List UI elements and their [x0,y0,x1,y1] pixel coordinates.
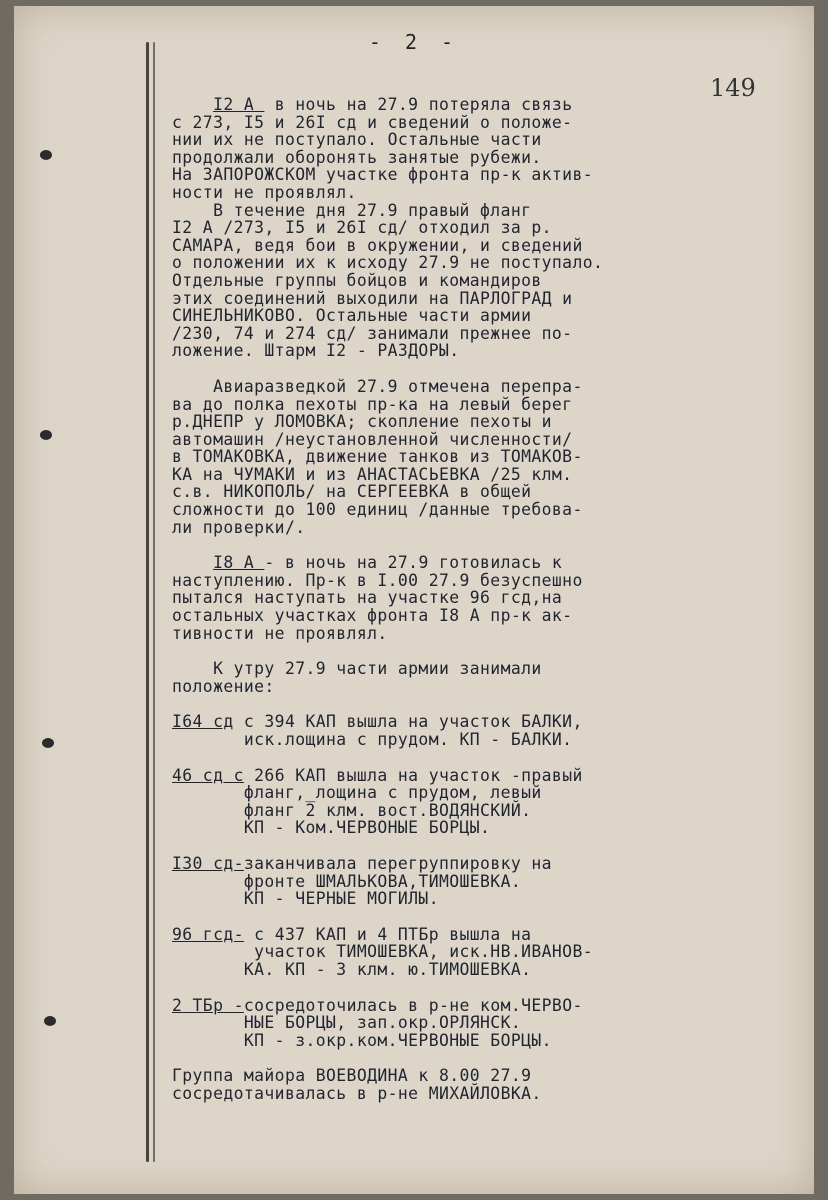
text-line: продолжали оборонять занятые рубежи. [172,147,542,167]
text-line: автомашин /неустановленной численности/ [172,429,573,449]
line-text: 266 КАП вышла на участок -правый [243,765,583,785]
line-text: с 394 КАП вышла на участок БАЛКИ, [233,712,583,732]
text-line [172,96,692,114]
paragraph-gap [172,979,692,997]
text-line: КА на ЧУМАКИ и из АНАСТАСЬЕВКА /25 клм. [172,464,573,484]
text-line [172,997,692,1015]
binding-hole [42,738,54,748]
unit-label: 96 гсд- [172,924,244,944]
text-line: В течение дня 27.9 правый фланг [172,200,532,220]
paragraph-pvoev [172,1067,692,1102]
paragraph-pavia [172,378,692,536]
margin-line [153,42,155,1162]
text-line: КП - з.окр.ком.ЧЕРВОНЫЕ БОРЦЫ. [172,1030,552,1050]
paragraph-gap [172,536,692,554]
text-line: сложности до 100 единиц /данные требова- [172,500,583,520]
paragraph-putru [172,660,692,695]
text-line: Группа майора ВОЕВОДИНА к 8.00 27.9 [172,1066,532,1086]
text-line: фронте ШМАЛЬКОВА,ТИМОШЕВКА. [172,871,522,891]
line-text: в ночь на 27.9 потеряла связь [264,95,573,114]
paragraph-gap [172,837,692,855]
text-line [172,855,692,873]
paragraph-p46 [172,767,692,837]
text-line: в ТОМАКОВКА, движение танков из ТОМАКОВ- [172,447,583,467]
paragraph-gap [172,908,692,926]
paragraph-p18a [172,554,692,642]
line-text: сосредоточилась в р-не ком.ЧЕРВО- [243,995,583,1015]
paragraph-gap [172,360,692,378]
unit-label: I30 сд- [172,853,244,873]
text-line: сосредотачивалась в р-не МИХАЙЛОВКА. [172,1083,542,1103]
text-line: иск.лощина с прудом. КП - БАЛКИ. [172,730,573,749]
line-text: - в ночь на 27.9 готовилась к [264,553,563,573]
text-line: /230, 74 и 274 сд/ занимали прежнее по- [172,323,573,343]
text-line: К утру 27.9 части армии занимали [172,659,542,679]
text-line: КП - Ком.ЧЕРВОНЫЕ БОРЦЫ. [172,818,491,838]
text-line: КП - ЧЕРНЫЕ МОГИЛЫ. [172,889,439,909]
paragraph-p2tbr [172,997,692,1050]
text-line: Отдельные группы бойцов и командиров [172,270,542,290]
text-line: ложение. Штарм I2 - РАЗДОРЫ. [172,341,460,361]
text-line: КА. КП - 3 клм. ю.ТИМОШЕВКА. [172,959,532,979]
text-line: ности не проявлял. [172,182,357,202]
text-line: с 273, I5 и 26I сд и сведений о положе- [172,112,573,132]
paragraph-gap [172,1049,692,1067]
paragraph-gap [172,749,692,767]
document-body [172,96,692,1103]
text-line: Авиаразведкой 27.9 отмечена перепра- [172,376,583,396]
text-line: фланг 2 клм. вост.ВОДЯНСКИЙ. [172,800,532,820]
text-line [172,554,692,572]
unit-label: I8 А [213,553,265,573]
text-line: СИНЕЛЬНИКОВО. Остальные части армии [172,306,532,326]
text-line: На ЗАПОРОЖСКОМ участке фронта пр-к актив- [172,165,593,185]
text-line: тивности не проявлял. [172,623,388,643]
text-line: с.в. НИКОПОЛЬ/ на СЕРГЕЕВКА в общей [172,482,532,502]
unit-label: I64 сд [172,712,234,732]
unit-label: I2 А [213,95,265,114]
binding-hole [40,430,52,440]
line-text: заканчивала перегруппировку на [243,853,552,873]
page-number: - 2 - [368,30,460,54]
text-line: о положении их к исходу 27.9 не поступало. [172,253,604,273]
binding-hole [44,1016,56,1026]
text-line: участок ТИМОШЕВКА, иск.НВ.ИВАНОВ- [172,942,593,962]
unit-label: 2 ТБр - [172,995,244,1015]
paragraph-gap [172,642,692,660]
text-line: САМАРА, ведя бои в окружении, и сведений [172,235,583,255]
text-line: р.ДНЕПР у ЛОМОВКА; скопление пехоты и [172,412,552,432]
text-line: этих соединений выходили на ПАРЛОГРАД и [172,288,573,308]
text-line: I2 А /273, I5 и 26I сд/ отходил за р. [172,218,552,238]
paragraph-pflank [172,202,692,360]
margin-line [146,42,149,1162]
line-indent [172,95,213,114]
text-line [172,926,692,944]
text-line: положение: [172,676,275,696]
text-line: НЫЕ БОРЦЫ, зап.окр.ОРЛЯНСК. [172,1013,522,1033]
paragraph-p164 [172,713,692,748]
text-line: пытался наступать на участке 96 гсд,на [172,588,563,608]
text-line [172,713,692,731]
unit-label: 46 сд с [172,765,244,785]
text-line: остальных участках фронта I8 А пр-к ак- [172,606,573,626]
text-line: наступлению. Пр-к в I.00 27.9 безуспешно [172,570,583,590]
paragraph-p96 [172,926,692,979]
binding-hole [40,150,52,160]
text-line: фланг,_лощина с прудом, левый [172,783,542,803]
text-line: ва до полка пехоты пр-ка на левый берег [172,394,573,414]
paragraph-p12a [172,96,692,202]
text-line: ли проверки/. [172,517,306,537]
line-indent [172,553,213,572]
paragraph-p130 [172,855,692,908]
text-line: нии их не поступало. Остальные части [172,130,542,150]
archive-sheet-number: 149 [710,74,756,102]
paragraph-gap [172,695,692,713]
line-text: с 437 КАП и 4 ПТБр вышла на [243,924,532,944]
text-line [172,767,692,785]
